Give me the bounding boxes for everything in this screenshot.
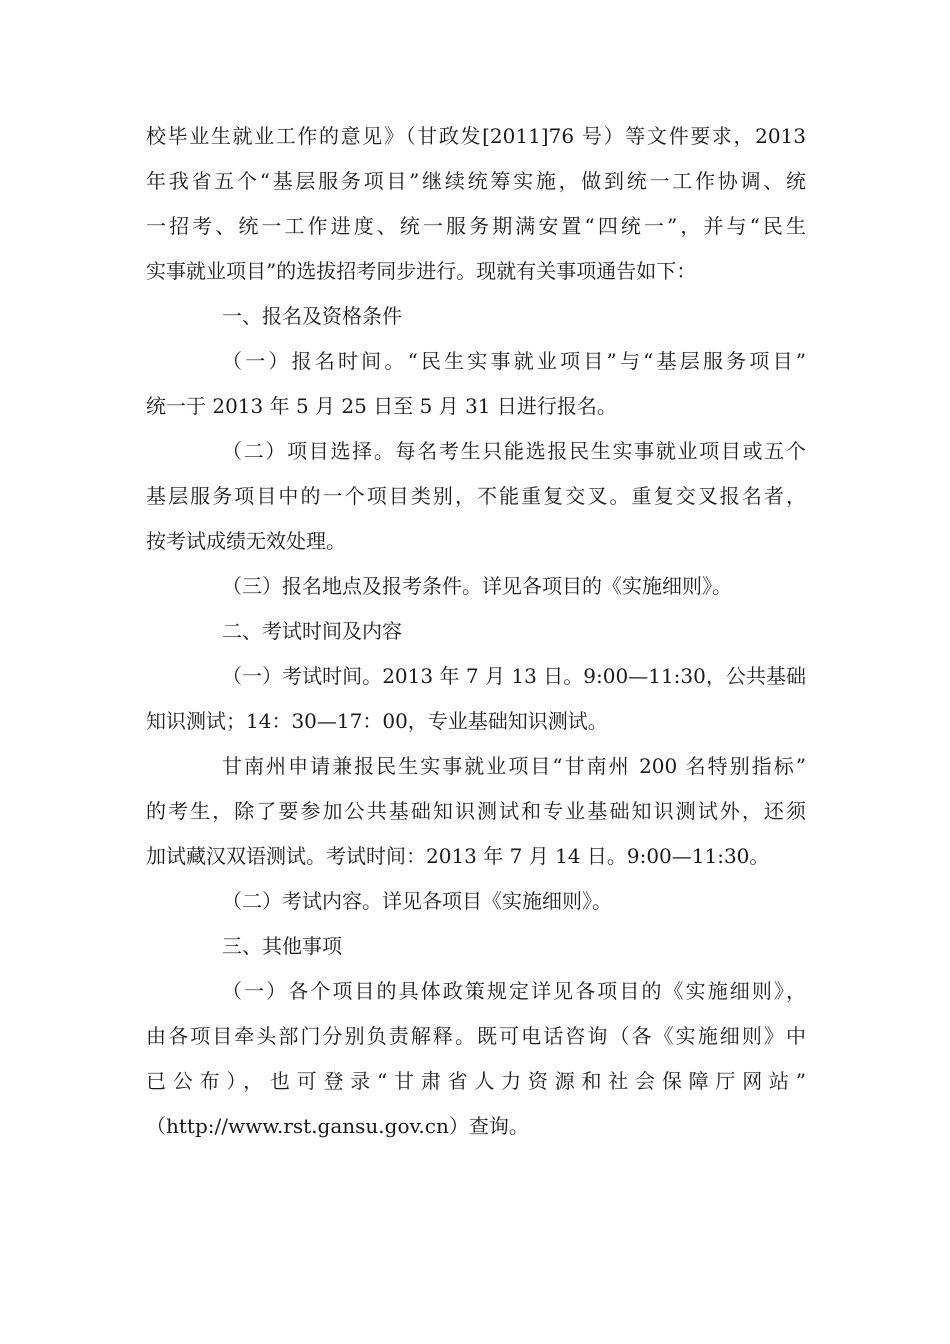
paragraph-line: 统一于 2013 年 5 月 25 日至 5 月 31 日进行报名。 bbox=[146, 394, 617, 418]
paragraph-line: （一）报名时间。“民生实事就业项目”与“基层服务项目” bbox=[222, 349, 806, 373]
paragraph-line: （一）考试时间。2013 年 7 月 13 日。9:00—11:30，公共基础 bbox=[222, 664, 806, 688]
paragraph-line: 年我省五个“基层服务项目”继续统筹实施，做到统一工作协调、统 bbox=[146, 169, 806, 193]
section-heading-2: 二、考试时间及内容 bbox=[222, 619, 402, 643]
paragraph-line: （二）项目选择。每名考生只能选报民生实事就业项目或五个 bbox=[222, 439, 806, 463]
paragraph-line: （三）报名地点及报考条件。详见各项目的《实施细则》。 bbox=[222, 574, 732, 598]
section-heading-1: 一、报名及资格条件 bbox=[222, 304, 402, 328]
paragraph-line: 加试藏汉双语测试。考试时间：2013 年 7 月 14 日。9:00—11:30。 bbox=[146, 844, 770, 868]
paragraph-line: 实事就业项目”的选拔招考同步进行。现就有关事项通告如下： bbox=[146, 259, 697, 283]
paragraph-line: 的考生，除了要参加公共基础知识测试和专业基础知识测试外，还须 bbox=[146, 799, 806, 823]
paragraph-line: 由各项目牵头部门分别负责解释。既可电话咨询（各《实施细则》中 bbox=[146, 1024, 806, 1048]
paragraph-line: （http://www.rst.gansu.gov.cn）查询。 bbox=[146, 1114, 529, 1138]
paragraph-line: 知识测试；14：30—17：00，专业基础知识测试。 bbox=[146, 709, 608, 733]
paragraph-line: （二）考试内容。详见各项目《实施细则》。 bbox=[222, 889, 612, 913]
paragraph-line: 校毕业生就业工作的意见》（甘政发[2011]76 号）等文件要求，2013 bbox=[146, 124, 806, 148]
paragraph-line: 按考试成绩无效处理。 bbox=[146, 529, 346, 553]
paragraph-line: 一招考、统一工作进度、统一服务期满安置“四统一”，并与“民生 bbox=[146, 214, 806, 238]
paragraph-line: 已公布），也可登录“甘肃省人力资源和社会保障厅网站” bbox=[146, 1069, 806, 1093]
paragraph-line: （一）各个项目的具体政策规定详见各项目的《实施细则》， bbox=[222, 979, 806, 1003]
section-heading-3: 三、其他事项 bbox=[222, 934, 342, 958]
paragraph-line: 甘南州申请兼报民生实事就业项目“甘南州 200 名特别指标” bbox=[222, 754, 806, 778]
paragraph-line: 基层服务项目中的一个项目类别，不能重复交叉。重复交叉报名者， bbox=[146, 484, 806, 508]
